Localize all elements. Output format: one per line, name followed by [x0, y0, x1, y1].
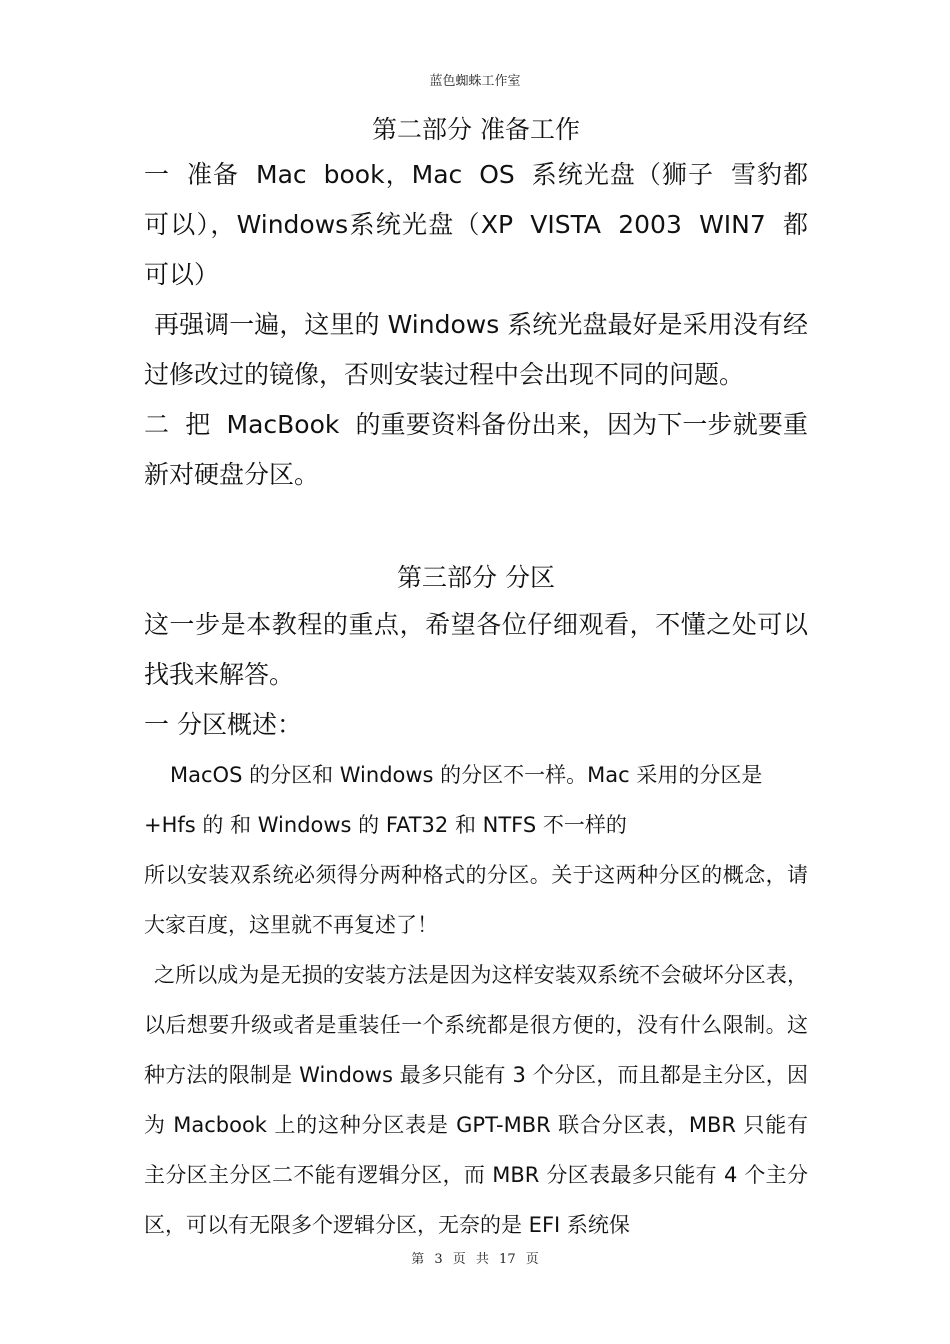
section-2-paragraph-3: 二 把 MacBook 的重要资料备份出来，因为下一步就要重新对硬盘分区。: [144, 410, 808, 489]
section-3-paragraph-2: 一 分区概述：: [144, 710, 302, 739]
section-3-paragraph-5: 所以安装双系统必须得分两种格式的分区。关于这两种分区的概念，请大家百度，这里就不再复述了！: [144, 863, 808, 937]
page-footer: 第 3 页 共 17 页: [411, 1252, 539, 1267]
section-3-paragraph-3: MacOS 的分区和 Windows 的分区不一样。Mac 采用的分区是: [170, 763, 763, 787]
page-header: 蓝色蜘蛛工作室: [429, 74, 521, 89]
section-2-paragraph-1: 一 准备 Mac book，Mac OS 系统光盘（狮子 雪豹都可以），Windows系统光盘（XP VISTA 2003 WIN7 都可以）: [144, 160, 808, 289]
section-3-paragraph-1: 这一步是本教程的重点，希望各位仔细观看，不懂之处可以找我来解答。: [144, 610, 808, 689]
section-3-title: 第三部分 分区: [397, 563, 555, 592]
section-gap: [144, 500, 808, 550]
section-3-paragraph-4: +Hfs 的 和 Windows 的 FAT32 和 NTFS 不一样的: [144, 813, 627, 837]
section-3-paragraph-6: 之所以成为是无损的安装方法是因为这样安装双系统不会破坏分区表，以后想要升级或者是重装任一个系统都是很方便的，没有什么限制。这种方法的限制是 Windows 最多只能有 3 个分区，而且都是主分区，因为 Macbook 上的这种分区表是 GPT-MBR 联合分区表，MBR 只能有主分区主分区二不能有逻辑分区，而 MBR 分区表最多只能有 4 个主分区，可以有无限多个逻辑分区，无奈的是 EFI 系统保: [144, 963, 808, 1237]
section-2-paragraph-2: 再强调一遍，这里的 Windows 系统光盘最好是采用没有经过修改过的镜像，否则安装过程中会出现不同的问题。: [144, 310, 808, 389]
section-2-title: 第二部分 准备工作: [372, 115, 580, 144]
document-body: [144, 110, 808, 1250]
